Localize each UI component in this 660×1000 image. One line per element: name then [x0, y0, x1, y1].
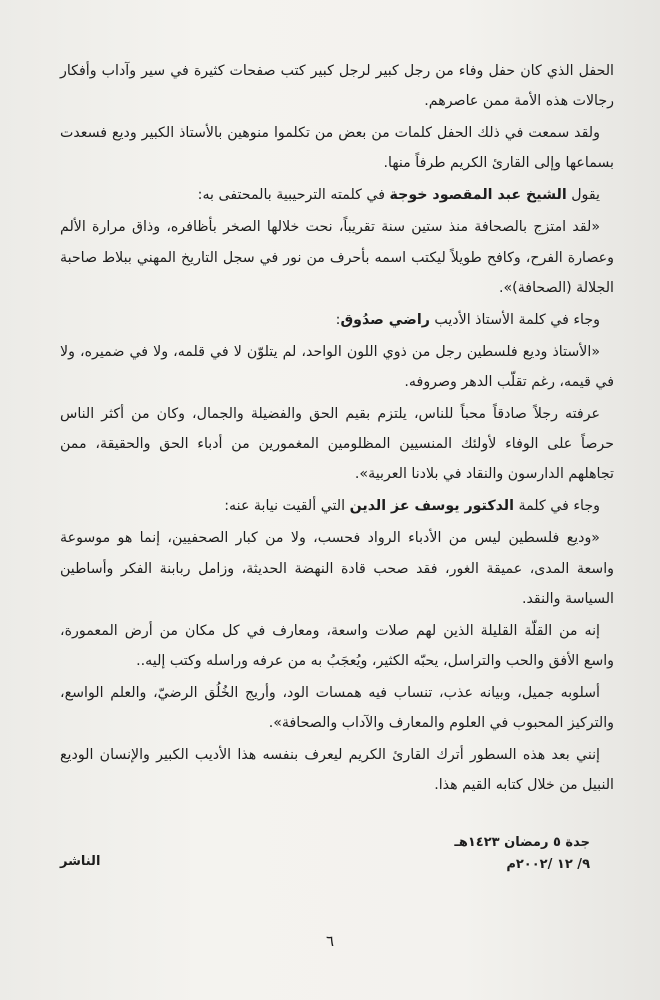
body-text: [60, 56, 614, 802]
paragraph-izzeddin-intro: وجاء في كلمة الدكتور يوسف عز الدين التي ألقيت نيابة عنه:: [224, 498, 600, 515]
paragraph-1: الحفل الذي كان حفل وفاء من رجل كبير لرجل كبير كتب صفحات كثيرة في سير وآداب وأفكار رجالات هذه الأمة ممن عاصرهم.: [60, 63, 614, 110]
speaker-name: الدكتور يوسف عز الدين: [349, 498, 514, 515]
paragraph-2: ولقد سمعت في ذلك الحفل كلمات من بعض من تكلموا منوهين بالأستاذ الكبير وديع فسعدت بسماعها وإلى القارئ الكريم طرفاً منها.: [60, 125, 614, 172]
gregorian-date: ٩/ ١٢ /٢٠٠٢م: [506, 857, 590, 872]
publisher-signature: الناشر: [60, 854, 101, 869]
quote-izzeddin-1: «وديع فلسطين ليس من الأدباء الرواد فحسب، ولا من كبار الصحفيين، إنما هو موسوعة واسعة المدى، عميقة الغور، فقد صحب قادة النهضة الحديثة، وزامل ربابنة الفكر وأساطين السياسة والنقد.: [60, 530, 614, 607]
place-hijri-date: جدة ٥ رمضان ١٤٢٣هـ: [454, 835, 590, 850]
signoff: [60, 832, 590, 876]
closing-paragraph: إنني بعد هذه السطور أترك القارئ الكريم ليعرف بنفسه هذا الأديب الكبير والإنسان الوديع النبيل من خلال كتابه القيم هذا.: [60, 747, 614, 794]
quote-izzeddin-3: أسلوبه جميل، وبيانه عذب، تنساب فيه همسات الود، وأريج الخُلُق الرضيّ، والعلم الواسع، والتركيز المحبوب في العلوم والمعارف والآداب والصحافة».: [60, 685, 614, 732]
page-number: ٦: [325, 932, 335, 950]
sign-date: [60, 832, 590, 876]
speaker-name: راضي صدُوق: [340, 311, 430, 328]
quote-khoja: «لقد امتزج بالصحافة منذ ستين سنة تقريباً، نحت خلالها الصخر بأظافره، وذاق مرارة الألم وعصارة الفرح، وكافح طويلاً ليكتب اسمه بأحرف من نور في سجل التاريخ المهني ببلاط صاحبة الجلالة (الصحافة)».: [60, 219, 614, 296]
quote-saduq-1: «الأستاذ وديع فلسطين رجل من ذوي اللون الواحد، لم يتلوّن لا في قلمه، ولا في ضميره، ولا في قيمه، رغم تقلّب الدهر وصروفه.: [60, 343, 614, 391]
speaker-name: الشيخ عبد المقصود خوجة: [389, 187, 567, 204]
paragraph-saduq-intro: وجاء في كلمة الأستاذ الأديب راضي صدُوق:: [335, 311, 600, 328]
quote-izzeddin-2: إنه من القلّة القليلة الذين لهم صلات واسعة، ومعارف في كل مكان من أرض المعمورة، واسع الأفق والحب والتراسل، يحبّه الكثير، ويُعجَبُ به من عرفه وراسله وكتب إليه..: [60, 622, 614, 670]
quote-saduq-2: عرفته رجلاً صادقاً محباً للناس، يلتزم بقيم الحق والفضيلة والجمال، وكان من أكثر الناس حرصاً على الوفاء لأولئك المنسيين المظلومين المغمورين من أدباء الحق والحقيقة، ممن تجاهلهم الدارسون والنقاد في بلادنا العربية».: [60, 406, 614, 483]
paragraph-3-khoja-intro: يقول الشيخ عبد المقصود خوجة في كلمته الترحيبية بالمحتفى به:: [197, 187, 600, 204]
